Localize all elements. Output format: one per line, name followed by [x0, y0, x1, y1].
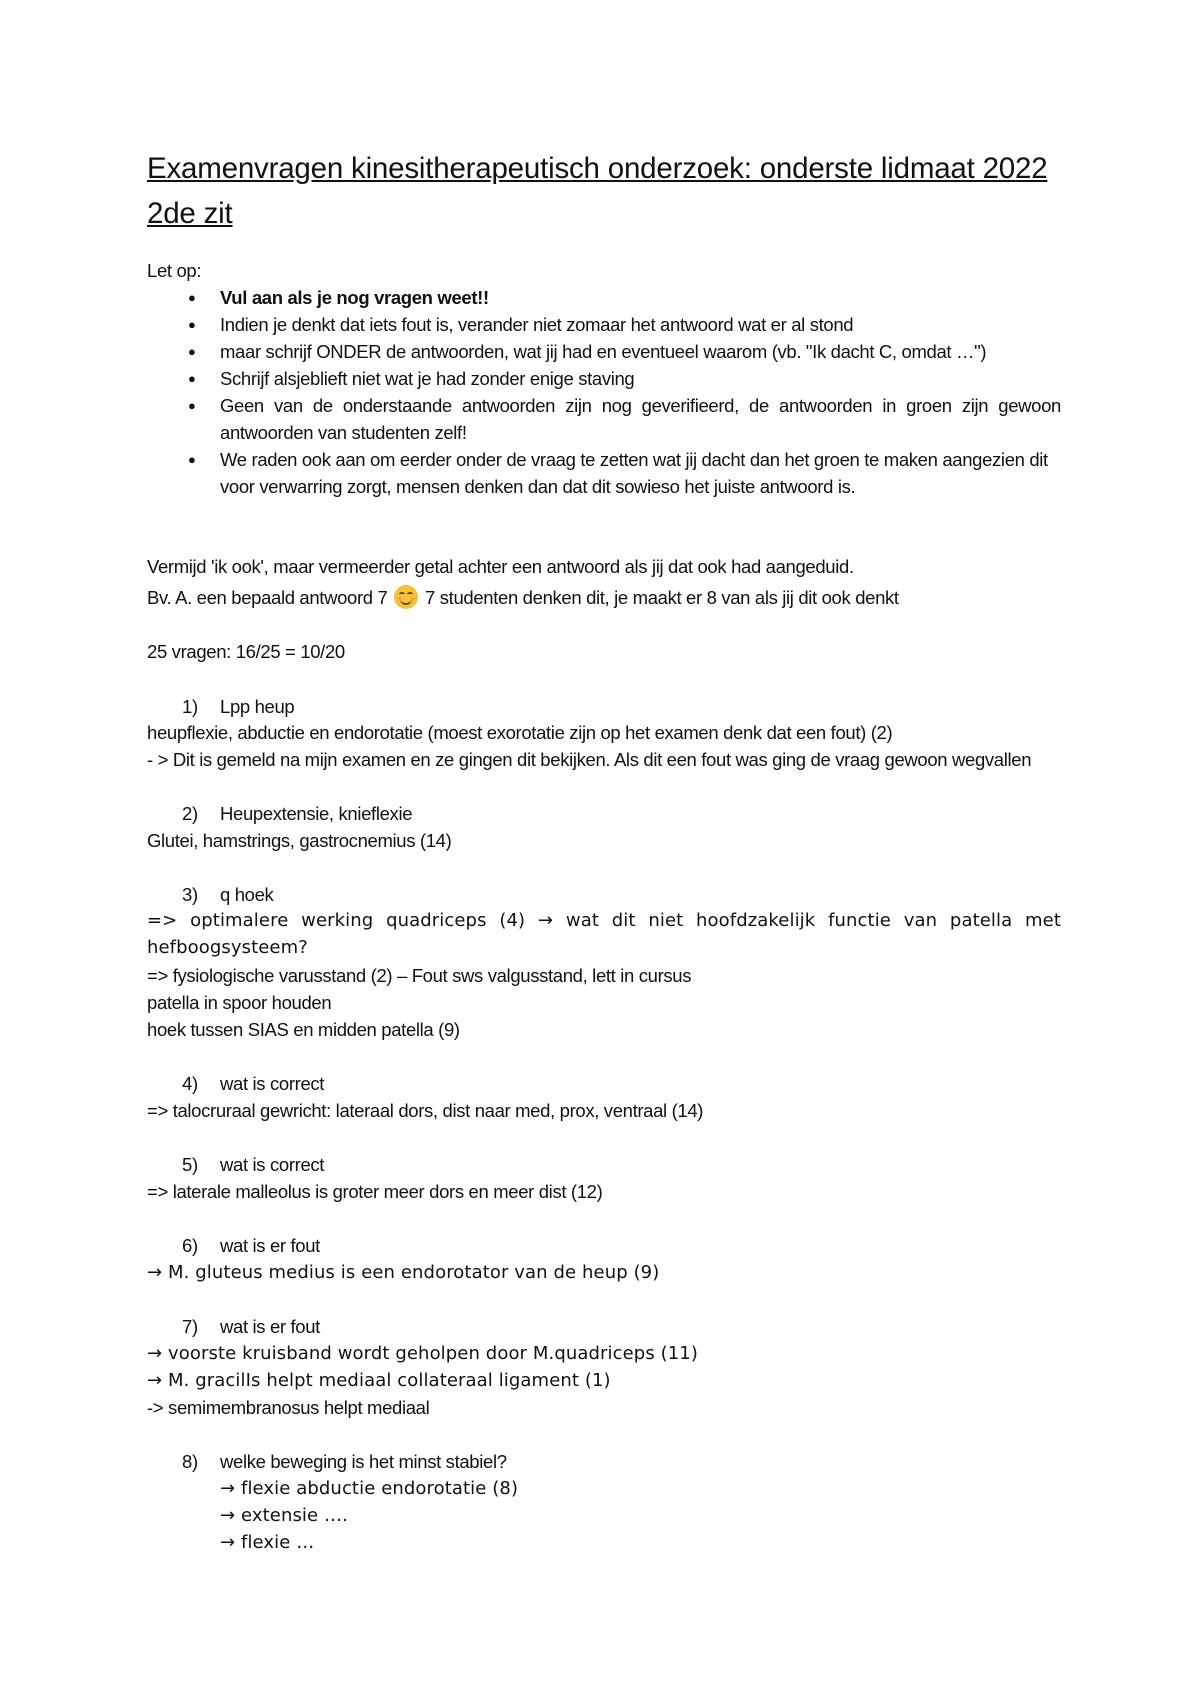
question-number: 2)	[182, 803, 198, 824]
example-line: Bv. A. een bepaald antwoord 7 7 studenten denken dit, je maakt er 8 van als jij dit ook denkt	[147, 587, 899, 608]
question-text: wat is er fout	[220, 1235, 320, 1256]
answer-option: → flexie …	[220, 1532, 315, 1553]
question-number: 4)	[182, 1073, 198, 1094]
answer-text: patella in spoor houden	[147, 992, 332, 1013]
question-text: q hoek	[220, 884, 274, 905]
list-item: ● Geen van de onderstaande antwoorden zijn nog geverifieerd, de antwoorden in groen zijn gewoon antwoorden van studenten zelf!	[147, 392, 1061, 446]
answer-text: → voorste kruisband wordt geholpen door M.quadriceps (11)	[147, 1343, 698, 1364]
answer-note: - > Dit is gemeld na mijn examen en ze gingen dit bekijken. Als dit een fout was ging de vraag gewoon wegvallen	[147, 749, 1032, 770]
bullet-icon: ●	[188, 317, 196, 332]
answer-option: → extensie ….	[220, 1505, 348, 1526]
answer-text: → M. gracilIs helpt mediaal collateraal ligament (1)	[147, 1370, 611, 1391]
vermijd-note: Vermijd 'ik ook', maar vermeerder getal achter een antwoord als jij dat ook had aangeduid.	[147, 556, 854, 577]
answer-text: => optimalere werking quadriceps (4) → wat dit niet hoofdzakelijk functie van patella met hefboogsysteem?	[147, 910, 1061, 958]
list-item: ● maar schrijf ONDER de antwoorden, wat jij had en eventueel waarom (vb. "Ik dacht C, omdat …")	[147, 338, 1061, 365]
answer-text: => fysiologische varusstand (2) – Fout sws valgusstand, lett in cursus	[147, 965, 692, 986]
question-text: Heupextensie, knieflexie	[220, 803, 413, 824]
question-text: wat is correct	[220, 1154, 325, 1175]
answer-text: -> semimembranosus helpt mediaal	[147, 1397, 430, 1418]
bullet-icon: ●	[188, 398, 196, 413]
document-title: Examenvragen kinesitherapeutisch onderzoek: onderste lidmaat 2022 2de zit	[147, 152, 1048, 230]
instruction-list	[147, 284, 1061, 500]
bullet-icon: ●	[188, 371, 196, 386]
answer-text: hoek tussen SIAS en midden patella (9)	[147, 1019, 460, 1040]
question-number: 7)	[182, 1316, 198, 1337]
answer-option: → flexie abductie endorotatie (8)	[220, 1478, 519, 1499]
question-number: 5)	[182, 1154, 198, 1175]
question-number: 1)	[182, 696, 198, 717]
answer-text: → M. gluteus medius is een endorotator van de heup (9)	[147, 1262, 660, 1283]
question-text: wat is correct	[220, 1073, 325, 1094]
bullet-icon: ●	[188, 344, 196, 359]
score-line: 25 vragen: 16/25 = 10/20	[147, 641, 345, 662]
question-number: 8)	[182, 1451, 198, 1472]
list-item: ● Indien je denkt dat iets fout is, verander niet zomaar het antwoord wat er al stond	[147, 311, 1061, 338]
question-number: 3)	[182, 884, 198, 905]
answer-text: => talocruraal gewricht: lateraal dors, dist naar med, prox, ventraal (14)	[147, 1100, 704, 1121]
list-item: ● Vul aan als je nog vragen weet!!	[147, 284, 1061, 311]
question-text: wat is er fout	[220, 1316, 320, 1337]
bullet-icon: ●	[188, 452, 196, 467]
list-item: ● We raden ook aan om eerder onder de vraag te zetten wat jij dacht dan het groen te maken aangezien dit voor verwarring zorgt, mensen denken dan dat dit sowieso het juiste antwoord is.	[147, 446, 1061, 500]
answer-text: heupflexie, abductie en endorotatie (moest exorotatie zijn op het examen denk dat een fout) (2)	[147, 722, 893, 743]
let-op-label: Let op:	[147, 260, 202, 281]
bullet-icon: ●	[188, 290, 196, 305]
smiling-face-icon	[394, 585, 418, 609]
answer-text: Glutei, hamstrings, gastrocnemius (14)	[147, 830, 452, 851]
answer-text: => laterale malleolus is groter meer dors en meer dist (12)	[147, 1181, 603, 1202]
list-item: ● Schrijf alsjeblieft niet wat je had zonder enige staving	[147, 365, 1061, 392]
question-text: Lpp heup	[220, 696, 295, 717]
question-number: 6)	[182, 1235, 198, 1256]
question-text: welke beweging is het minst stabiel?	[220, 1451, 507, 1472]
